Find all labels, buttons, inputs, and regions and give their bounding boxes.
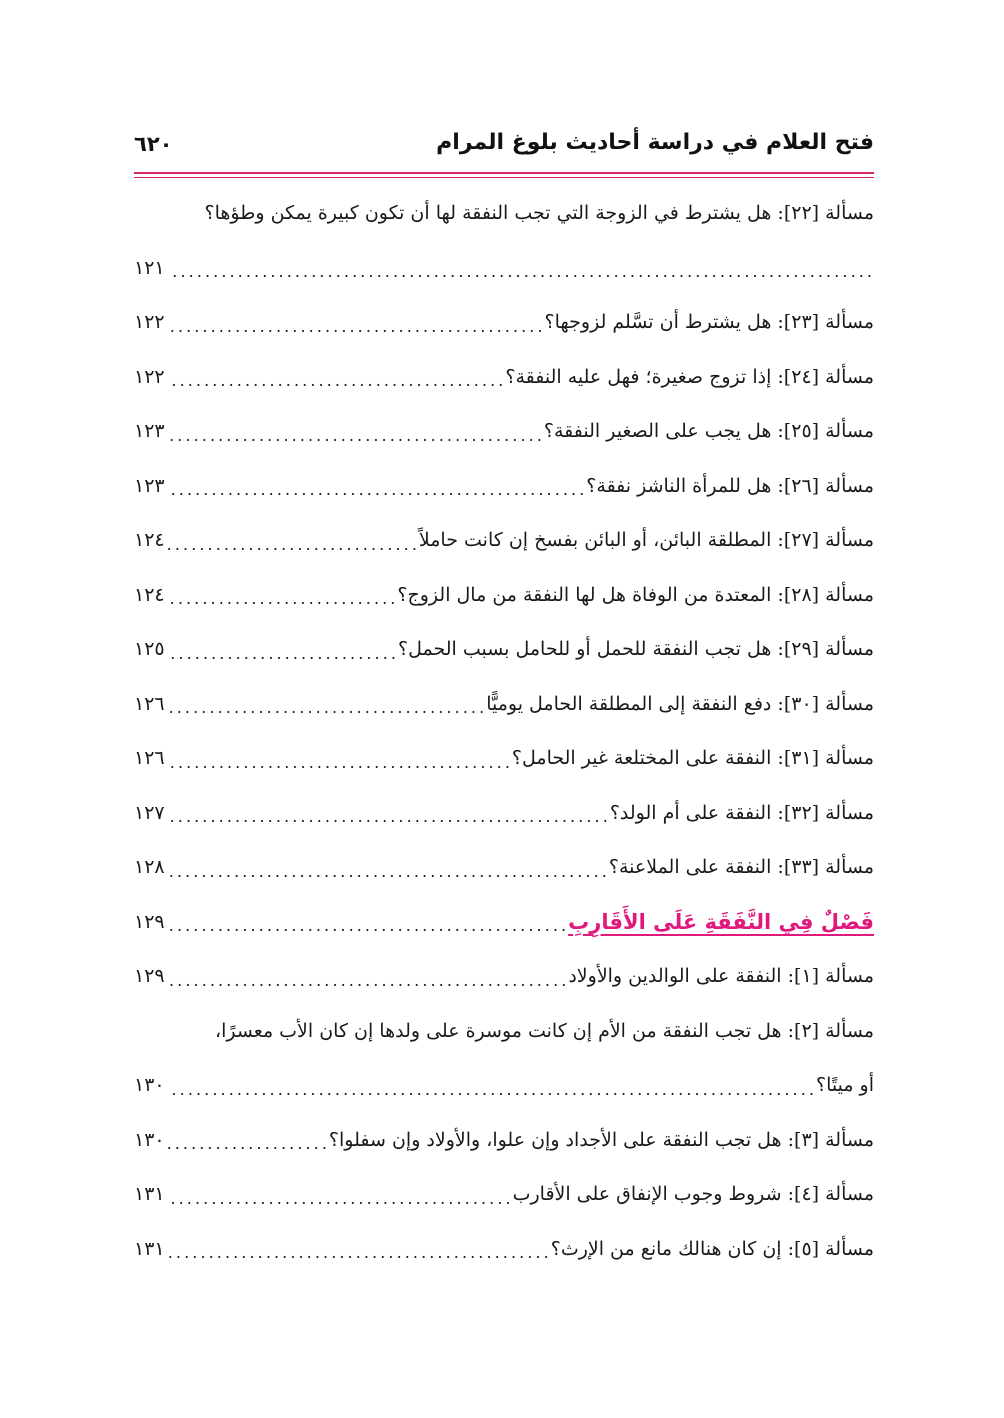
toc-entry[interactable] (134, 241, 874, 296)
leader-dots (168, 696, 484, 715)
toc-entry-page: ١٢٩ (134, 910, 165, 933)
toc-entry[interactable] (134, 186, 874, 241)
toc-entry[interactable] (134, 459, 874, 514)
toc-entry-page: ١٣١ (134, 1237, 165, 1260)
toc-entry-text: مسألة [٣]: هل تجب النفقة على الأجداد وإن علوا، والأولاد وإن سفلوا؟ (328, 1128, 874, 1151)
toc-entry[interactable] (134, 295, 874, 350)
book-title: فتح العلام في دراسة أحاديث بلوغ المرام (436, 130, 874, 155)
toc-entry[interactable] (134, 840, 874, 895)
toc-entry[interactable] (134, 731, 874, 786)
leader-dots (168, 1187, 510, 1206)
leader-dots (168, 1241, 548, 1260)
toc-entry[interactable] (134, 1058, 874, 1113)
toc-section-heading[interactable] (134, 895, 874, 950)
toc-entry-text: مسألة [٣٠]: دفع النفقة إلى المطلقة الحامل يوميًّا (486, 692, 874, 715)
toc-entry-page: ١٢٤ (134, 529, 165, 552)
toc-entry-text: مسألة [١]: النفقة على الوالدين والأولاد (568, 965, 874, 988)
toc-entry-page: ١٣٠ (134, 1074, 165, 1097)
toc-entry-text: مسألة [٢٥]: هل يجب على الصغير النفقة؟ (543, 420, 874, 443)
toc-entry-page: ١٢٥ (134, 638, 165, 661)
header-rule-thick (134, 172, 874, 174)
running-header (134, 120, 874, 172)
leader-dots (168, 751, 509, 770)
leader-dots (168, 805, 607, 824)
leader-dots (168, 1132, 326, 1151)
toc-entry-text: مسألة [٥]: إن كان هنالك مانع من الإرث؟ (550, 1237, 874, 1260)
toc-page (134, 120, 874, 1276)
toc-entry-page: ١٢٣ (134, 420, 165, 443)
toc-entry-text: مسألة [٢٧]: المطلقة البائن، أو البائن بفسخ إن كانت حاملاً (418, 529, 874, 552)
leader-dots (168, 478, 584, 497)
toc-entry[interactable] (134, 1222, 874, 1277)
leader-dots (168, 914, 566, 933)
toc-entry-text: مسألة [٢]: هل تجب النفقة من الأم إن كانت موسرة على ولدها إن كان الأب معسرًا، (214, 1019, 874, 1042)
leader-dots (168, 969, 566, 988)
section-title: فَصْلٌ فِي النَّفَقَةِ عَلَى الأَقَارِبِ (568, 909, 874, 934)
toc-entry-text: مسألة [٢٩]: هل تجب النفقة للحمل أو للحامل بسبب الحمل؟ (397, 638, 874, 661)
toc-entry-page: ١٢٩ (134, 965, 165, 988)
toc-entry[interactable] (134, 622, 874, 677)
toc-entry-text: مسألة [٣٣]: النفقة على الملاعنة؟ (608, 856, 874, 879)
toc-entry[interactable] (134, 949, 874, 1004)
toc-entry[interactable] (134, 1113, 874, 1168)
toc-entry-page: ١٢٧ (134, 801, 165, 824)
toc-entry-text: مسألة [٢٦]: هل للمرأة الناشز نفقة؟ (586, 474, 874, 497)
toc-entry[interactable] (134, 404, 874, 459)
leader-dots (168, 369, 503, 388)
leader-dots (168, 587, 395, 606)
table-of-contents (134, 186, 874, 1276)
toc-entry-text: مسألة [٢٤]: إذا تزوج صغيرة؛ فهل عليه النفقة؟ (505, 365, 874, 388)
toc-entry[interactable] (134, 568, 874, 623)
header-rule-thin (134, 177, 874, 178)
leader-dots (168, 860, 606, 879)
toc-entry-page: ١٢٢ (134, 365, 165, 388)
toc-entry-text: مسألة [٣١]: النفقة على المختلعة غير الحامل؟ (511, 747, 874, 770)
toc-entry-page: ١٣١ (134, 1183, 165, 1206)
leader-dots (168, 260, 871, 279)
toc-entry-text: مسألة [٢٨]: المعتدة من الوفاة هل لها النفقة من مال الزوج؟ (397, 583, 874, 606)
toc-entry-page: ١٢٤ (134, 583, 165, 606)
toc-entry[interactable] (134, 1004, 874, 1059)
toc-entry-text: مسألة [٤]: شروط وجوب الإنفاق على الأقارب (512, 1183, 874, 1206)
leader-dots (168, 1078, 813, 1097)
toc-entry-page: ١٢١ (134, 256, 165, 279)
toc-entry-text: أو ميتًا؟ (815, 1074, 874, 1097)
page-number: ٦٢٠ (134, 132, 173, 156)
toc-entry[interactable] (134, 677, 874, 732)
leader-dots (168, 642, 395, 661)
toc-entry[interactable] (134, 1167, 874, 1222)
toc-entry-page: ١٢٣ (134, 474, 165, 497)
leader-dots (168, 315, 542, 334)
leader-dots (168, 424, 541, 443)
toc-entry-page: ١٢٦ (134, 747, 165, 770)
toc-entry-page: ١٢٦ (134, 692, 165, 715)
toc-entry-page: ١٢٢ (134, 311, 165, 334)
toc-entry-text: مسألة [٣٢]: النفقة على أم الولد؟ (609, 801, 874, 824)
toc-entry[interactable] (134, 513, 874, 568)
toc-entry-text: مسألة [٢٢]: هل يشترط في الزوجة التي تجب النفقة لها أن تكون كبيرة يمكن وطؤها؟ (204, 202, 874, 225)
toc-entry[interactable] (134, 786, 874, 841)
toc-entry-page: ١٣٠ (134, 1128, 165, 1151)
toc-entry[interactable] (134, 350, 874, 405)
leader-dots (168, 533, 416, 552)
toc-entry-text: مسألة [٢٣]: هل يشترط أن تسَّلم لزوجها؟ (544, 311, 874, 334)
toc-entry-page: ١٢٨ (134, 856, 165, 879)
